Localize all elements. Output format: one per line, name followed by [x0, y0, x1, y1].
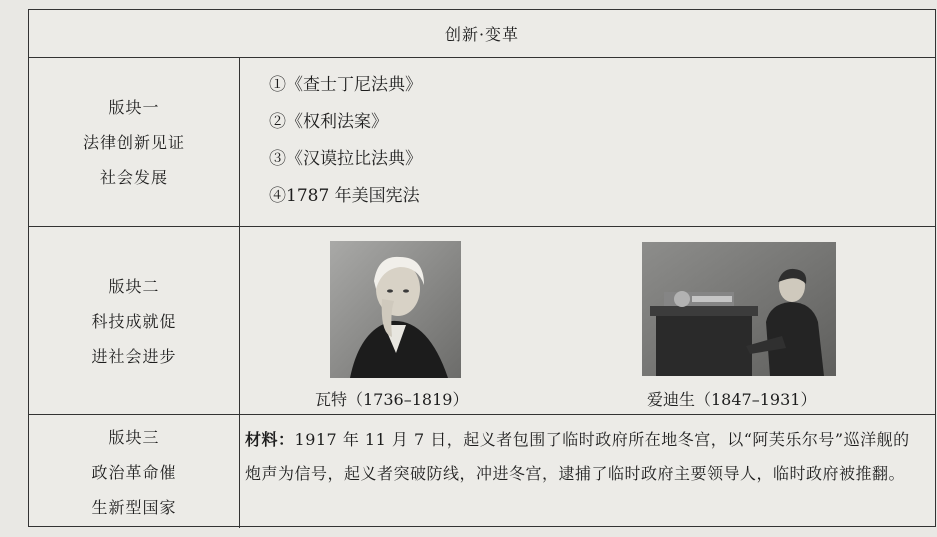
- edison-caption: 爱迪生（1847–1931）: [647, 390, 817, 409]
- law-item: ④1787 年美国宪法: [269, 186, 420, 206]
- material-text: 1917 年 11 月 7 日，起义者包围了临时政府所在地冬宫，以“阿芙乐尔号”巡洋舰的炮声为信号，起义者突破防线，冲进冬宫，逮捕了临时政府主要领导人，临时政府被推翻。: [245, 430, 910, 483]
- law-item: ③《汉谟拉比法典》: [269, 149, 422, 169]
- label-line: 政治革命催: [91, 463, 177, 482]
- watt-portrait-photo: [330, 241, 461, 378]
- law-list: [269, 67, 422, 215]
- innovation-reform-table: [28, 9, 936, 527]
- label-line: 法律创新见证: [82, 133, 185, 152]
- section-revolution-label: [29, 415, 240, 528]
- section-technology-label: [29, 227, 240, 414]
- label-line: 社会发展: [99, 168, 168, 187]
- label-line: 生新型国家: [91, 498, 177, 517]
- label-line: 版块一: [108, 98, 160, 117]
- section-law-label: [29, 57, 240, 226]
- edison-phonograph-photo: [642, 242, 836, 376]
- section-technology: [29, 227, 935, 415]
- label-line: 科技成就促: [91, 312, 177, 331]
- label-line: 版块三: [108, 428, 160, 447]
- section-law: [29, 57, 935, 227]
- label-line: 版块二: [108, 277, 160, 296]
- label-line: 进社会进步: [91, 347, 177, 366]
- section-revolution: [29, 415, 935, 528]
- table-title: 创新·变革: [29, 10, 935, 58]
- material-paragraph: [245, 423, 925, 491]
- watt-caption: 瓦特（1736–1819）: [315, 390, 469, 409]
- law-item: ②《权利法案》: [269, 112, 388, 132]
- law-item: ①《查士丁尼法典》: [269, 75, 422, 95]
- material-label: 材料：: [245, 430, 295, 449]
